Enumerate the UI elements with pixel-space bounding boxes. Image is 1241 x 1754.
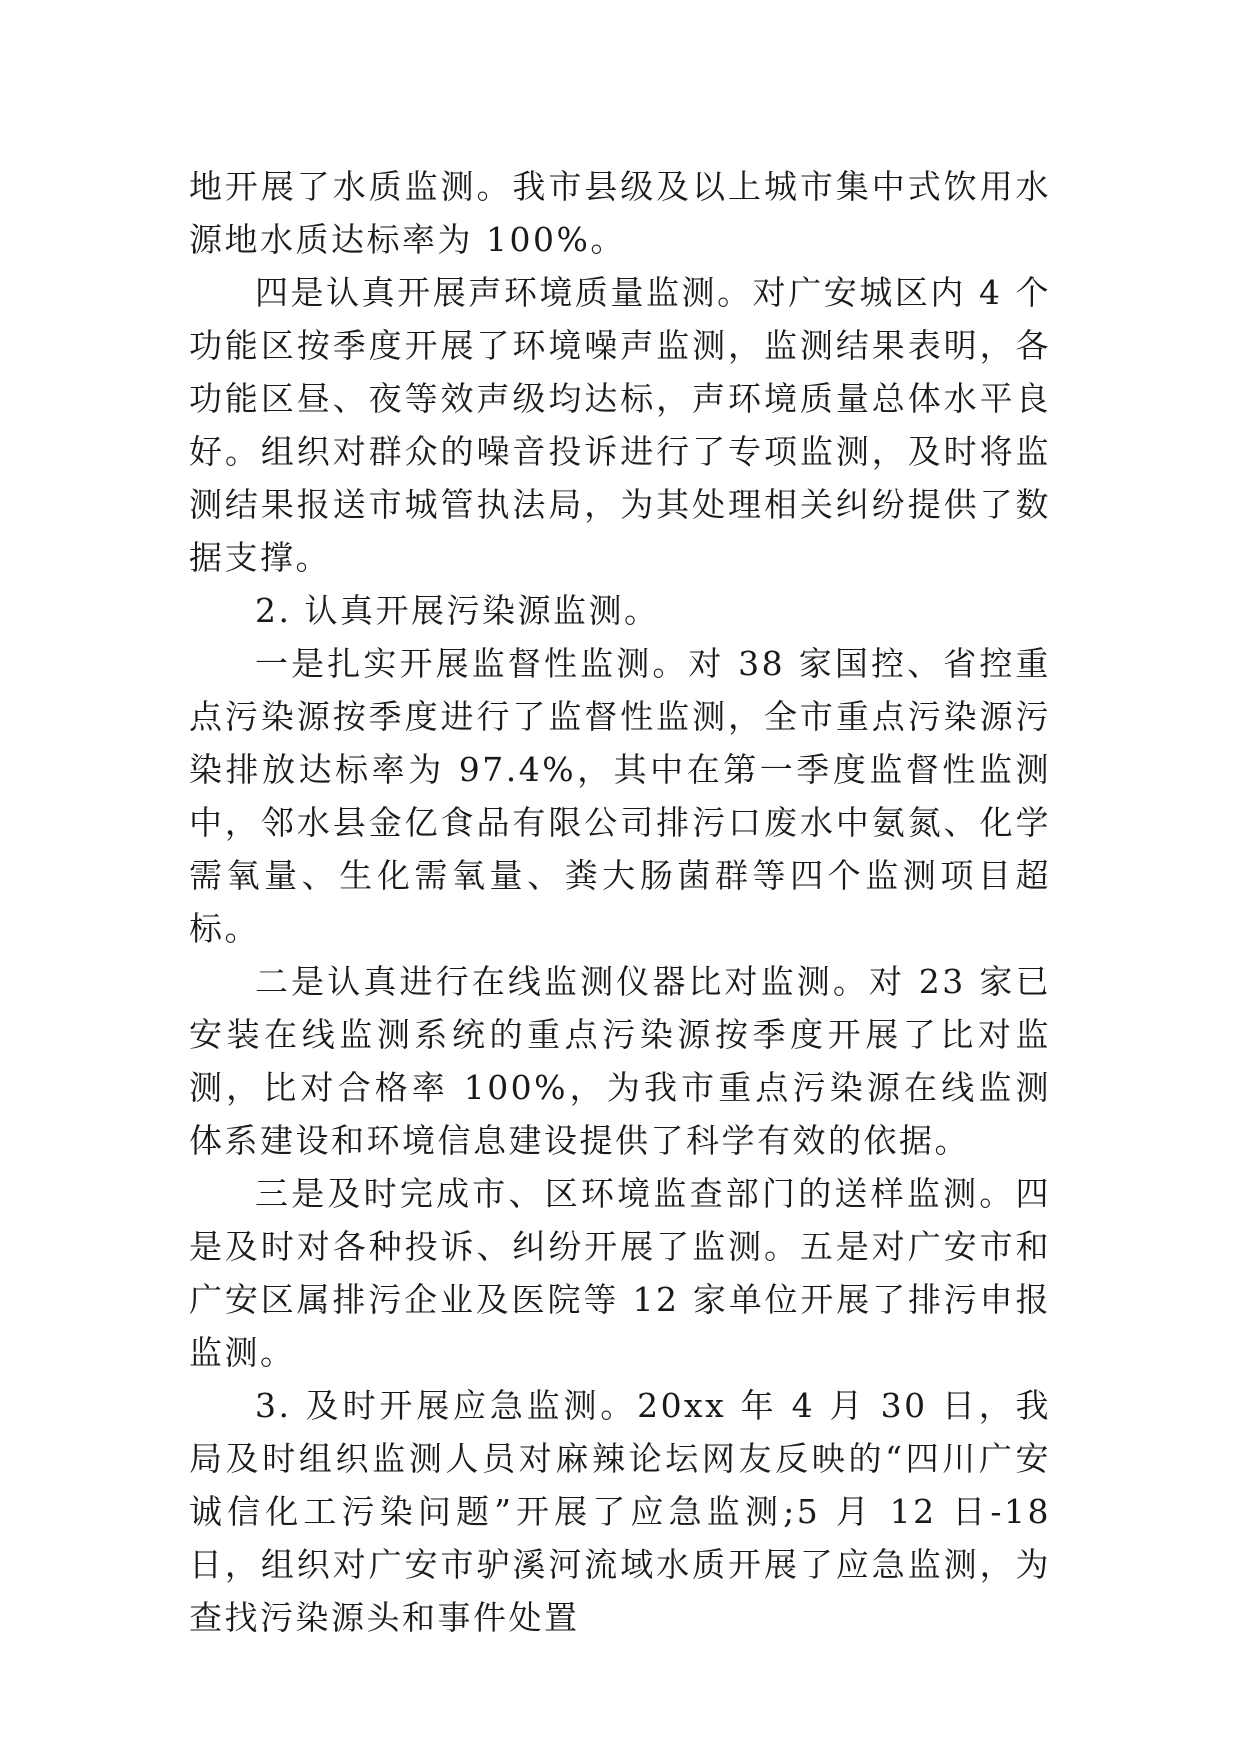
- paragraph-noise-monitoring: 四是认真开展声环境质量监测。对广安城区内 4 个功能区按季度开展了环境噪声监测，监测结果表明，各功能区昼、夜等效声级均达标，声环境质量总体水平良好。组织对群众的噪音投诉进行了专项监测，及时将监测结果报送市城管执法局，为其处理相关纠纷提供了数据支撑。: [189, 273, 1051, 577]
- paragraph-emergency-monitoring: 3. 及时开展应急监测。20xx 年 4 月 30 日，我局及时组织监测人员对麻辣论坛网友反映的“四川广安诚信化工污染问题”开展了应急监测;5 月 12 日-18 日，组织对广安市驴溪河流域水质开展了应急监测，为查找污染源头和事件处置: [189, 1386, 1051, 1637]
- paragraph-supervisory-monitoring: 一是扎实开展监督性监测。对 38 家国控、省控重点污染源按季度进行了监督性监测，全市重点污染源污染排放达标率为 97.4%，其中在第一季度监督性监测中，邻水县金亿食品有限公司排污口废水中氨氮、化学需氧量、生化需氧量、粪大肠菌群等四个监测项目超标。: [189, 644, 1051, 948]
- paragraph-sample-monitoring: 三是及时完成市、区环境监查部门的送样监测。四是及时对各种投诉、纠纷开展了监测。五是对广安市和广安区属排污企业及医院等 12 家单位开展了排污申报监测。: [189, 1174, 1051, 1372]
- document-body: [189, 160, 1051, 1644]
- heading-pollution-source-monitoring: 2. 认真开展污染源监测。: [255, 591, 660, 630]
- paragraph-online-instrument-comparison: 二是认真进行在线监测仪器比对监测。对 23 家已安装在线监测系统的重点污染源按季度开展了比对监测，比对合格率 100%，为我市重点污染源在线监测体系建设和环境信息建设提供了科学有效的依据。: [189, 962, 1051, 1160]
- paragraph-water-quality-continued: 地开展了水质监测。我市县级及以上城市集中式饮用水源地水质达标率为 100%。: [189, 167, 1051, 259]
